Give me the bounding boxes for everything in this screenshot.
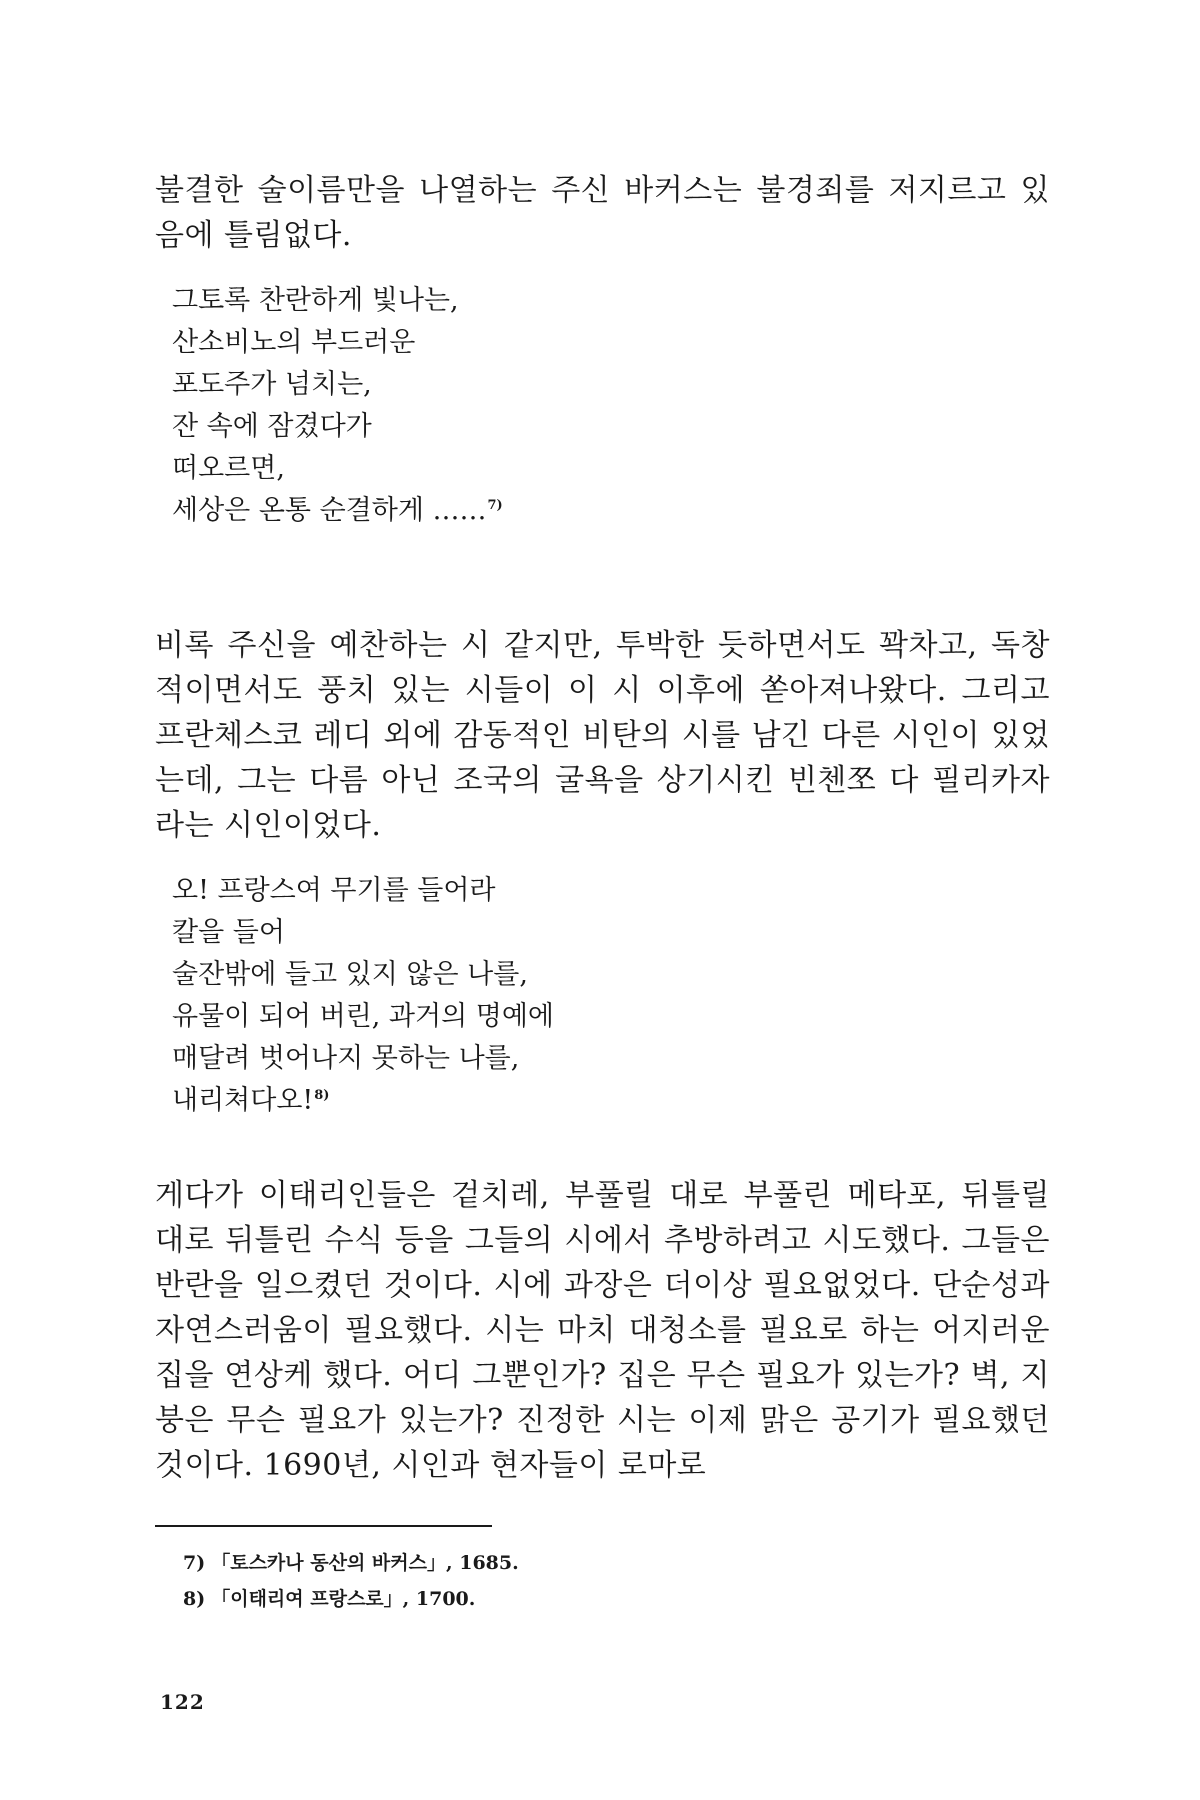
poem-1-last-line [172, 490, 503, 532]
poem-2-last-line [172, 1080, 554, 1122]
poem-1-line: 포도주가 넘치는, [172, 369, 372, 400]
footnote-number: 7) [183, 1552, 206, 1574]
paragraph-2: 비록 주신을 예찬하는 시 같지만, 투박한 듯하면서도 꽉차고, 독창적이면서도 풍치 있는 시들이 이 시 이후에 쏟아져나왔다. 그리고 프란체스코 레디 외에 감동적인 비탄의 시를 남긴 다른 시인이 있었는데, 그는 다름 아닌 조국의 굴욕을 상기시킨 빈첸쪼 다 필리카자라는 시인이었다. [155, 628, 1050, 843]
footnote-8 [183, 1581, 519, 1617]
poem-2-line: 내리쳐다오! [172, 1085, 314, 1116]
poem-2-line: 칼을 들어 [172, 917, 285, 948]
paragraph-1: 불결한 술이름만을 나열하는 주신 바커스는 불경죄를 저지르고 있음에 틀림없다. [155, 173, 1050, 253]
paragraph-3: 게다가 이태리인들은 겉치레, 부풀릴 대로 부풀린 메타포, 뒤틀릴 대로 뒤틀린 수식 등을 그들의 시에서 추방하려고 시도했다. 그들은 반란을 일으켰던 것이다. 시에 과장은 더이상 필요없었다. 단순성과 자연스러움이 필요했다. 시는 마치 대청소를 필요로 하는 어지러운 집을 연상케 했다. 어디 그뿐인가? 집은 무슨 필요가 있는가? 벽, 지붕은 무슨 필요가 있는가? 진정한 시는 이제 맑은 공기가 필요했던 것이다. 1690년, 시인과 현자들이 로마로 [155, 1178, 1050, 1483]
poem-1-line: 세상은 온통 순결하게 …… [172, 495, 487, 526]
poem-1-line: 떠오르면, [172, 453, 285, 484]
poem-2-line: 유물이 되어 버린, 과거의 명예에 [172, 1001, 554, 1032]
footnote-divider [155, 1525, 492, 1527]
footnote-number: 8) [183, 1588, 206, 1610]
footnotes [183, 1545, 519, 1617]
footnote-7 [183, 1545, 519, 1581]
footnote-text: 「이태리여 프랑스로」, 1700. [211, 1588, 476, 1610]
poem-1 [172, 280, 503, 532]
poem-2-line: 오! 프랑스여 무기를 들어라 [172, 875, 496, 906]
footnote-ref-7: 7) [487, 498, 503, 513]
poem-1-line: 산소비노의 부드러운 [172, 327, 416, 358]
poem-2-line: 술잔밖에 들고 있지 않은 나를, [172, 959, 528, 990]
poem-2-line: 매달려 벗어나지 못하는 나를, [172, 1043, 520, 1074]
poem-1-line: 잔 속에 잠겼다가 [172, 411, 372, 442]
page-number: 122 [160, 1690, 205, 1714]
poem-2 [172, 870, 554, 1122]
footnote-ref-8: 8) [314, 1088, 330, 1103]
footnote-text: 「토스카나 동산의 바커스」, 1685. [211, 1552, 519, 1574]
poem-1-line: 그토록 찬란하게 빛나는, [172, 285, 459, 316]
